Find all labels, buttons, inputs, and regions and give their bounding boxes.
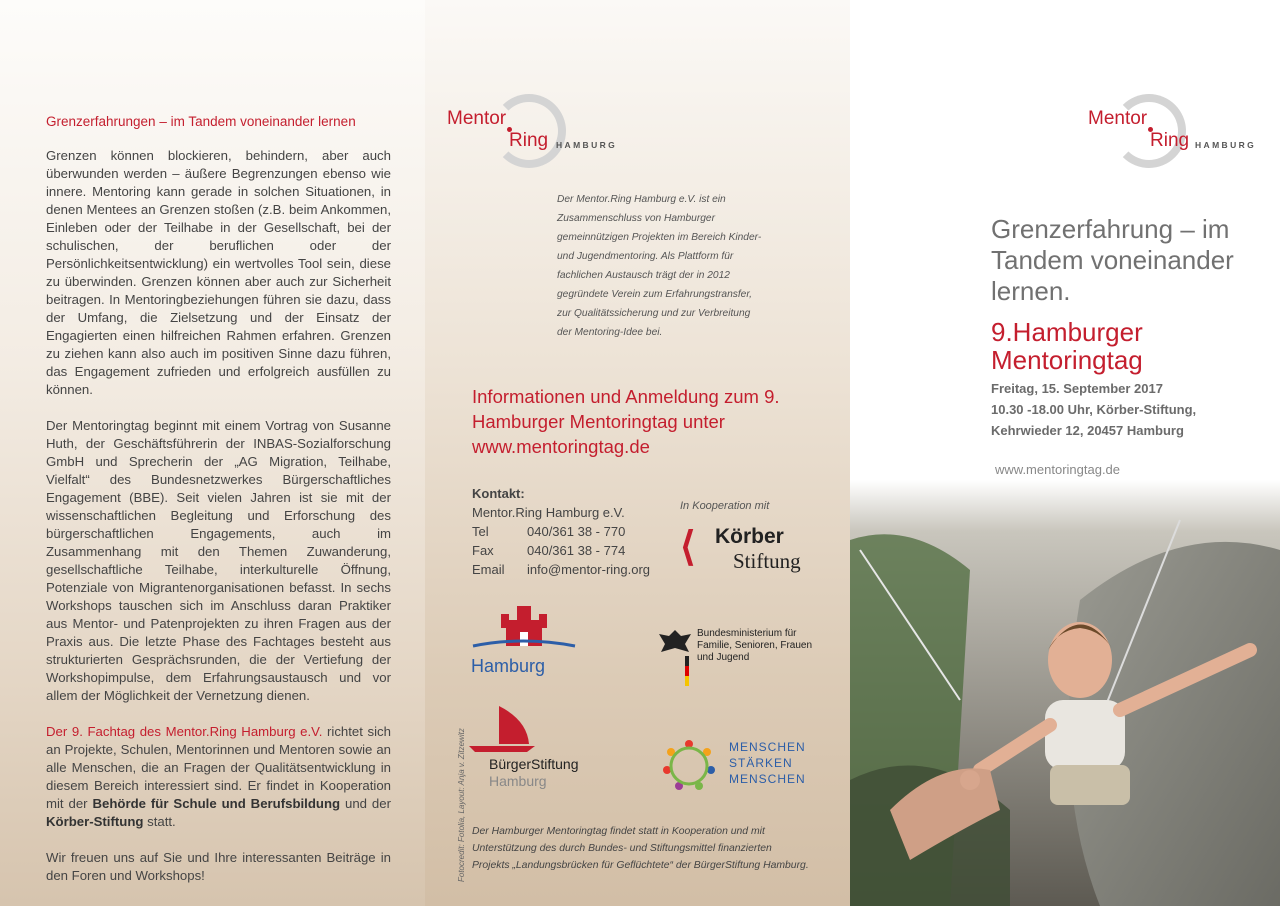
- intro-paragraph-4: Wir freuen uns auf Sie und Ihre interessanten Beiträge in den Foren und Workshops!: [46, 850, 391, 883]
- para3-text-c: und der: [340, 796, 391, 811]
- hamburg-logo: [471, 602, 576, 682]
- email-label: Email: [472, 562, 505, 577]
- panel-inside-left: [0, 0, 425, 906]
- mentor-ring-logo: [447, 92, 617, 172]
- contact-tel-row: [472, 522, 650, 541]
- contact-block: [472, 484, 650, 579]
- foto-credit: Fotocredit: Fotolia, Layout: Anja v. Zitzewitz: [457, 728, 466, 882]
- cover-headline: Grenzerfahrung – im Tandem voneinander lernen.: [991, 214, 1234, 306]
- koerber-x-icon: ⟨: [680, 525, 696, 569]
- hamburg-castle-icon: [471, 602, 576, 682]
- intro-paragraph-2: Der Mentoringtag beginnt mit einem Vortrag von Susanne Huth, der Geschäftsführerin der INBAS-Sozialforschung GmbH und Sprecherin der „AG Migration, Teilhabe, Vielfalt“ des Bundesnetzwerkes Bürgerschaftliches Engagement (BBE). Seit vielen Jahren ist sie mit der wissenschaftlichen Begleitung und Erforschung des bürgerschaftlichen Engagements, auch im Zusammenhang mit den Themen Zuwanderung, gesellschaftliche Teilhabe, interkulturelle Öffnung, Potenziale von Migrantenorganisationen befasst. In sechs Workshops tauschen sich im Anschluss daran Praktiker aus Mentor- und Patenprojekten zu ihren Fragen aus der Praxis aus. Die letzte Phase des Fachtages besteht aus strukturierten Gesprächsrunden, die der Vertiefung der Workshopimpulse, dem Erfahrungsaustausch und vor allem der Möglichkeit der Vernetzung dienen.: [46, 418, 391, 703]
- intro-paragraph-3: [46, 723, 391, 831]
- tel-label: Tel: [472, 524, 489, 539]
- info-heading: Informationen und Anmeldung zum 9. Hamburger Mentoringtag unter www.mentoringtag.de: [472, 386, 780, 457]
- fax-label: Fax: [472, 543, 494, 558]
- climbing-photo: [850, 480, 1280, 906]
- intro-column: [46, 114, 391, 903]
- fax-value: 040/361 38 - 774: [527, 543, 626, 558]
- buergerstiftung-text: BürgerStiftung: [489, 756, 579, 772]
- intro-paragraph-1: Grenzen können blockieren, behindern, aber auch überwunden werden – äußere Begrenzungen ebenso wie innere. Mentoring kann gerade in solchen Situationen, in denen Mentees an Grenzen stoßen (z.B. beim Ankommen, Einleben oder der Teilhabe in der Gesellschaft, bei der schulischen, der beruflichen oder der Persönlichkeitsentwicklung) ein wertvolles Tool sein, diese zu überwinden. Grenzen können aber auch zur Sicherheit beitragen. In Mentoringbeziehungen führen sie dazu, dass der Umfang, die Zielsetzung und der Einsatz der Engagierten einen hilfreichen Rahmen erfahren. Grenzen zu ziehen kann also auch im positiven Sinne dazu führen, das Engagement zufrieden und erfolgreich ausfüllen zu können.: [46, 148, 391, 397]
- koerber-logo-text: Körber: [715, 525, 784, 548]
- para3-text-a: richtet sich an Projekte, Schulen, Mentorinnen und Mentoren sowie an alle Menschen, die an Fragen der Qualitätsentwicklung in diesem Bereich interessiert sind. Er findet in Kooperation mit der: [46, 724, 391, 811]
- event-title-line-1: 9.Hamburger: [991, 317, 1143, 347]
- event-title-line-2: Mentoringtag: [991, 345, 1143, 375]
- logo-hamburg-text: HAMBURG: [556, 140, 618, 150]
- contact-email-row: [472, 560, 650, 579]
- cover-logo-ring-text: Ring: [1150, 130, 1190, 151]
- behoerde-name: Behörde für Schule und Berufsbildung: [92, 796, 341, 811]
- para3-text-d: statt.: [143, 814, 176, 829]
- panel-cover: [850, 0, 1280, 906]
- hamburg-logo-text: Hamburg: [471, 656, 546, 676]
- people-circle-icon: [657, 736, 721, 796]
- cover-mentor-ring-logo: [1088, 92, 1258, 172]
- msm-line-2: STÄRKEN: [729, 756, 793, 770]
- event-address: Kehrwieder 12, 20457 Hamburg: [991, 423, 1184, 438]
- contact-org: Mentor.Ring Hamburg e.V.: [472, 505, 625, 520]
- koop-label: In Kooperation mit: [680, 500, 770, 512]
- fachtag-highlight: Der 9. Fachtag des Mentor.Ring Hamburg e.V.: [46, 724, 323, 739]
- about-text: Der Mentor.Ring Hamburg e.V. ist ein Zusammenschluss von Hamburger gemeinnützigen Projekten im Bereich Kinder- und Jugendmentoring. Als Plattform für fachlichen Austausch trägt der in 2012 gegründete Verein zum Erfahrungstransfer, zur Qualitätssicherung und zur Verbreitung der Mentoring-Idee bei.: [557, 194, 762, 338]
- event-time-venue: 10.30 -18.00 Uhr, Körber-Stiftung,: [991, 402, 1197, 417]
- stiftung-logo-text: Stiftung: [733, 549, 801, 573]
- intro-title: Grenzerfahrungen – im Tandem voneinander lernen: [46, 114, 356, 129]
- msm-line-1: MENSCHEN: [729, 740, 806, 754]
- msm-line-3: MENSCHEN: [729, 772, 806, 786]
- eagle-icon: [657, 626, 693, 690]
- cover-logo-hamburg-text: HAMBURG: [1195, 140, 1257, 150]
- contact-label: Kontakt:: [472, 486, 525, 501]
- climber-image: [850, 480, 1280, 906]
- event-date: Freitag, 15. September 2017: [991, 381, 1163, 396]
- cover-date-block: [991, 378, 1196, 441]
- koerber-name: Körber-Stiftung: [46, 814, 144, 829]
- contact-fax-row: [472, 541, 650, 560]
- logo-mentor-text: Mentor: [447, 108, 507, 129]
- sail-icon: [469, 704, 549, 754]
- cover-url-link[interactable]: www.mentoringtag.de: [995, 462, 1121, 477]
- panel-inside-middle: [425, 0, 850, 906]
- tel-value: 040/361 38 - 770: [527, 524, 626, 539]
- bmfsfj-logo: [657, 626, 837, 690]
- msm-text: [729, 739, 806, 787]
- cover-logo-mentor-text: Mentor: [1088, 108, 1148, 129]
- cover-event-title: [991, 318, 1143, 374]
- menschen-staerken-logo: [657, 736, 832, 796]
- email-link[interactable]: info@mentor-ring.org: [527, 562, 651, 577]
- logo-ring-text: Ring: [509, 130, 549, 151]
- buergerstiftung-logo: [469, 704, 609, 794]
- bmfsfj-text: Bundesministerium für Familie, Senioren, Frauen und Jugend: [697, 628, 813, 663]
- footnote: Der Hamburger Mentoringtag findet statt in Kooperation und mit Unterstützung des durch Bundes- und Stiftungsmittel finanzierten Projekts „Landungsbrücken für Geflüchtete“ der BürgerStiftung Hamburg.: [472, 826, 809, 871]
- buergerstiftung-hamburg-text: Hamburg: [489, 773, 547, 789]
